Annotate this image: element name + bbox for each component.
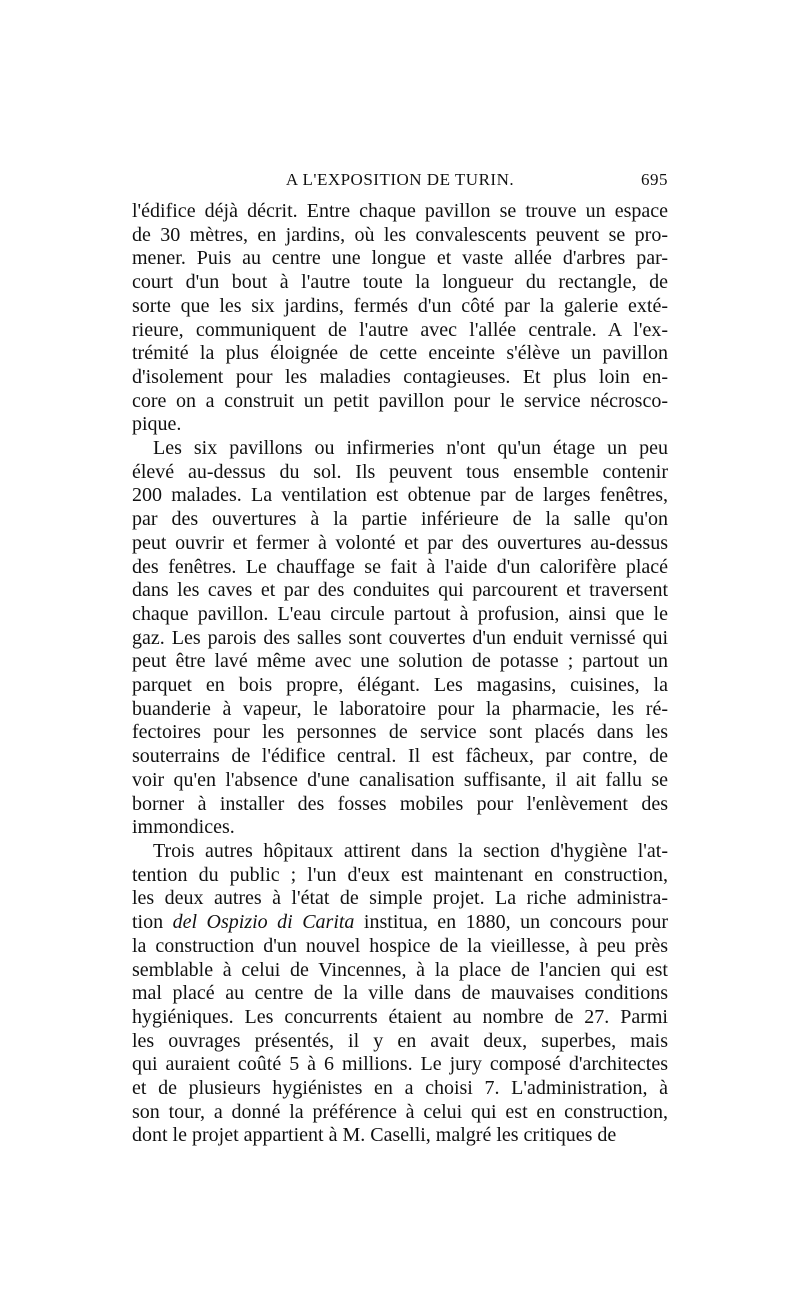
page-number: 695 [641, 170, 668, 189]
text-line: core on a construit un petit pavillon pour le service nécrosco- [132, 389, 668, 412]
text-line: par des ouvertures à la partie inférieure de la salle qu'on [132, 508, 668, 531]
text-line: voir qu'en l'absence d'une canalisation suffisante, il ait fallu se [132, 768, 668, 791]
text-line: dont le projet appartient à M. Caselli, malgré les critiques de [132, 1124, 617, 1147]
paragraph [132, 200, 668, 437]
text-line: peut ouvrir et fermer à volonté et par des ouvertures au-dessus [132, 531, 668, 554]
text-line: sorte que les six jardins, fermés d'un côté par la galerie exté- [132, 294, 668, 317]
text-line: de 30 mètres, en jardins, où les convalescents peuvent se pro- [132, 223, 668, 246]
text-line: hygiéniques. Les concurrents étaient au nombre de 27. Parmi [132, 1005, 668, 1028]
text-line: qui auraient coûté 5 à 6 millions. Le jury composé d'architectes [132, 1053, 668, 1076]
paragraph [132, 840, 668, 1148]
text-line: tention du public ; l'un d'eux est maintenant en construction, [132, 863, 668, 886]
text-line: d'isolement pour les maladies contagieuses. Et plus loin en- [132, 365, 668, 388]
text-line: les deux autres à l'état de simple projet. La riche administra- [132, 887, 668, 910]
text-line: court d'un bout à l'autre toute la longueur du rectangle, de [132, 271, 668, 294]
text-line: borner à installer des fosses mobiles pour l'enlèvement des [132, 792, 668, 815]
text-line: semblable à celui de Vincennes, à la place de l'ancien qui est [132, 958, 668, 981]
text-line: immondices. [132, 816, 235, 839]
text-line: tion del Ospizio di Carita institua, en 1880, un concours pour [132, 911, 668, 934]
text-line: peut être lavé même avec une solution de potasse ; partout un [132, 650, 668, 673]
body-text [132, 200, 668, 1148]
text-line: mal placé au centre de la ville dans de mauvaises conditions [132, 982, 668, 1005]
text-line: trémité la plus éloignée de cette enceinte s'élève un pavillon [132, 342, 668, 365]
page-header [132, 170, 668, 200]
text-line: souterrains de l'édifice central. Il est fâcheux, par contre, de [132, 745, 668, 768]
text-line: son tour, a donné la préférence à celui qui est en construction, [132, 1100, 668, 1123]
text-line: chaque pavillon. L'eau circule partout à profusion, ainsi que le [132, 602, 668, 625]
text-line: Les six pavillons ou infirmeries n'ont qu'un étage un peu [153, 437, 668, 460]
text-line: gaz. Les parois des salles sont couvertes d'un enduit vernissé qui [132, 626, 668, 649]
text-line: dans les caves et par des conduites qui parcourent et traversent [132, 579, 668, 602]
text-line: buanderie à vapeur, le laboratoire pour la pharmacie, les ré- [132, 697, 668, 720]
text-line: fectoires pour les personnes de service sont placés dans les [132, 721, 668, 744]
text-line: des fenêtres. Le chauffage se fait à l'aide d'un calorifère placé [132, 555, 668, 578]
text-line: parquet en bois propre, élégant. Les magasins, cuisines, la [132, 674, 668, 697]
text-line: l'édifice déjà décrit. Entre chaque pavillon se trouve un espace [132, 200, 668, 222]
text-line: les ouvrages présentés, il y en avait deux, superbes, mais [132, 1029, 668, 1052]
text-line: et de plusieurs hygiénistes en a choisi 7. L'administration, à [132, 1077, 668, 1100]
book-page [132, 170, 668, 1148]
text-line: Trois autres hôpitaux attirent dans la section d'hygiène l'at- [153, 839, 668, 862]
text-line: mener. Puis au centre une longue et vaste allée d'arbres par- [132, 247, 668, 270]
running-title: A L'EXPOSITION DE TURIN. [285, 170, 515, 189]
text-line: 200 malades. La ventilation est obtenue par de larges fenêtres, [132, 484, 668, 507]
text-line: la construction d'un nouvel hospice de la vieillesse, à peu près [132, 934, 668, 957]
text-line: rieure, communiquent de l'autre avec l'allée centrale. A l'ex- [132, 318, 668, 341]
text-line: pique. [132, 413, 182, 436]
paragraph [132, 437, 668, 840]
text-line: élevé au-dessus du sol. Ils peuvent tous ensemble contenir [132, 460, 668, 483]
